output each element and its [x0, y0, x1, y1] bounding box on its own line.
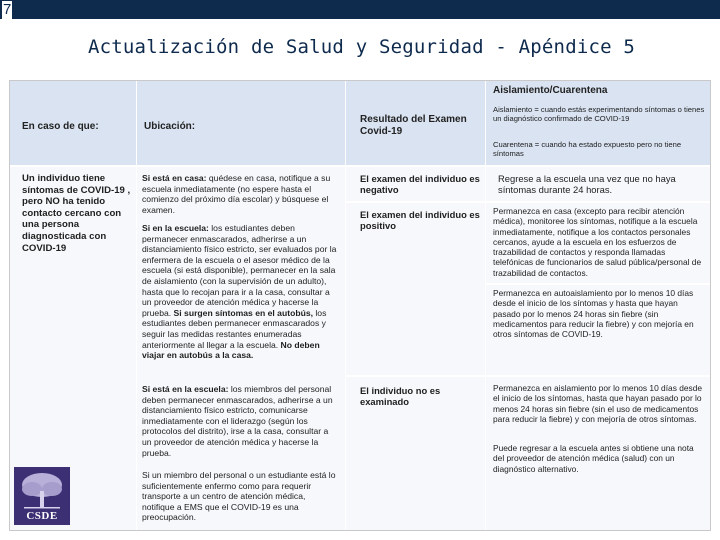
header-case: En caso de que:: [22, 121, 99, 132]
action-positive-duration: Permanezca en autoaislamiento por lo menos 10 días desde el inicio de los síntomas y hasta que hayan pasado por lo menos 24 horas sin fiebre (sin medicamentos para reducir la fiebre) y con mejoría en otros síntomas de COVID-19.: [493, 288, 694, 340]
location-bus-text: los estudiantes deben permanecer enmascarados y seguir las medidas restantes enumeradas anteriormente al llegar a la escuela.: [142, 307, 327, 350]
location-school-lead: Si en la escuela:: [142, 223, 209, 233]
action-not-tested-return: Puede regresar a la escuela antes si obtiene una nota del proveedor de atención médica (salud) con un diagnóstico alternativo.: [493, 443, 694, 474]
location-home-text: quédese en casa, notifique a su escuela inmediatamente (no espere hasta el comienzo del próximo día escolar) y búsquese el examen.: [142, 173, 331, 215]
location-school-staff: [142, 384, 340, 458]
location-staff-lead: Si está en la escuela:: [142, 384, 229, 394]
logo-text: CSDE: [26, 510, 58, 522]
action-not-tested-isolation: Permanezca en aislamiento por lo menos 10 días desde el inicio de los síntomas, hasta que hayan pasado por lo menos 24 horas sin fiebre (sin el uso de medicamentos para reducir la fiebre) y con mejoría de otros síntomas.: [493, 383, 703, 424]
top-header-bar: [0, 0, 720, 19]
action-positive-isolation: Permanezca en casa (excepto para recibir atención médica), monitoree los síntomas, notifique a la escuela inmediatamente, notifique a los contactos personales cercanos, ayude a la escuela en los esfuerzos de trazabilidad de contactos y responda llamadas telefónicas de funcionarios de salud pública/personal de trazabilidad de contactos.: [493, 206, 702, 278]
protocol-table: [9, 80, 711, 531]
case-description: Un individuo tiene síntomas de COVID-19 , pero NO ha tenido contacto cercano con una persona diagnosticada con COVID-19: [22, 173, 131, 254]
location-school-student: [142, 223, 340, 361]
location-school-text: los estudiantes deben permanecer enmascarados, adherirse a un distanciamiento físico estricto, ser evaluados por la enfermera de la escuela o el asesor médico de la escuela (si está disponible), permanecer en la sala de aislamiento (con la supervisión de un adulto), hasta que lo recojan para ir a la casa, consultar a un proveedor de atención médica y hacerse la prueba.: [142, 223, 337, 318]
result-not-tested: El individuo no es examinado: [360, 385, 441, 407]
action-negative: Regrese a la escuela una vez que no haya síntomas durante 24 horas.: [498, 173, 676, 195]
result-positive: El examen del individuo es positivo: [360, 209, 480, 231]
location-bus-warning: No deben viajar en autobús a la casa.: [142, 339, 320, 361]
location-home-lead: Si está en casa:: [142, 173, 207, 183]
isolation-definition: Aislamiento = cuando estás experimentando síntomas o tienes un diagnóstico confirmado de COVID-19: [493, 105, 705, 124]
header-isolation: Aislamiento/Cuarentena: [493, 85, 608, 96]
location-ems: Si un miembro del personal o un estudiante está lo suficientemente enfermo como para requerir transporte a un centro de atención médica, notifique a EMS que el COVID-19 es una preocupación.: [142, 470, 336, 523]
header-location: Ubicación:: [144, 121, 196, 132]
location-bus-lead: Si surgen síntomas en el autobús,: [173, 307, 313, 318]
header-test-result: Resultado del Examen Covid-19: [360, 114, 467, 137]
csde-logo: [14, 467, 70, 525]
result-negative: El examen del individuo es negativo: [360, 173, 480, 195]
location-staff-text: los miembros del personal deben permanecer enmascarados, adherirse a un distanciamiento físico estricto, comunicarse inmediatamente con el liderazgo (según los protocolos del distrito), irse a la casa, consultar a un proveedor de atención médica y hacerse la prueba.: [142, 384, 333, 458]
slide-number: 7: [3, 1, 12, 18]
page-title: Actualización de Salud y Seguridad - Apéndice 5: [88, 36, 636, 58]
quarantine-definition: Cuarentena = cuando ha estado expuesto pero no tiene síntomas: [493, 140, 682, 159]
location-home: [142, 173, 340, 215]
